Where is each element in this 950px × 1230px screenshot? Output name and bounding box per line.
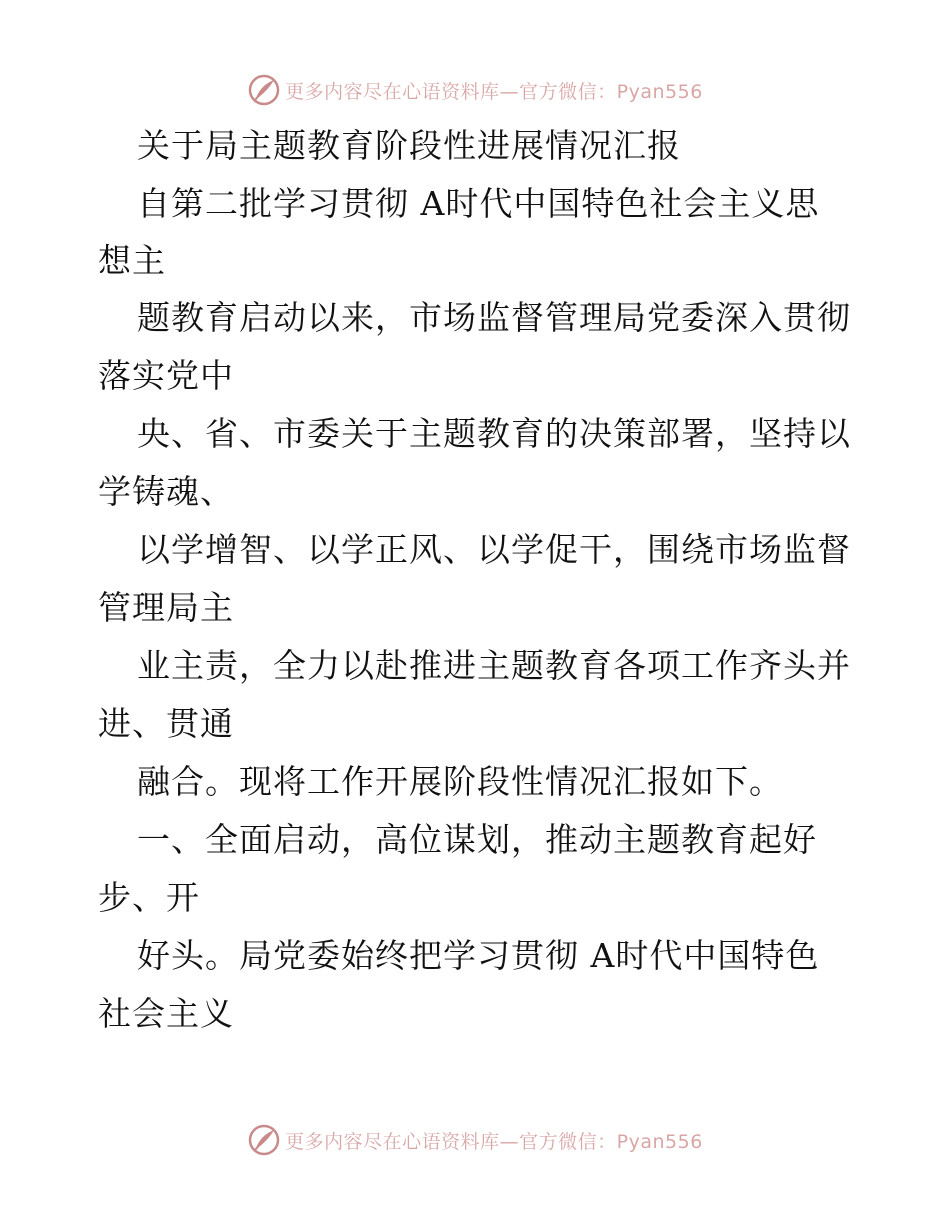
paragraph-line: 题教育启动以来，市场监督管理局党委深入贯彻 [137,298,851,337]
watermark-label: 更多内容尽在心语资料库—官方微信： [285,80,617,103]
footer-watermark [0,1120,950,1160]
paragraph-line: 想主 [98,241,166,280]
doc-title: 关于局主题教育阶段性进展情况汇报 [137,126,681,165]
watermark-label: 更多内容尽在心语资料库—官方微信： [285,1130,617,1153]
watermark-text [285,1127,703,1154]
paragraph-line: 进、贯通 [98,704,234,743]
paragraph-line: 学铸魂、 [98,472,234,511]
watermark-text [285,77,703,104]
paragraph-line: 以学增智、以学正风、以学促干，围绕市场监督 [137,530,851,569]
paragraph-line: 央、省、市委关于主题教育的决策部署，坚持以 [137,414,851,453]
paragraph-line: 好头。局党委始终把学习贯彻 A时代中国特色 [137,936,820,975]
paragraph-line: 步、开 [98,878,200,917]
paragraph-line: 融合。现将工作开展阶段性情况汇报如下。 [137,762,783,801]
section-heading-line: 一、全面启动，高位谋划，推动主题教育起好 [137,820,817,859]
paragraph-line: 管理局主 [98,588,234,627]
paragraph-line: 社会主义 [98,994,234,1033]
quill-logo-icon [247,1123,281,1157]
watermark-wechat-id: Pyan556 [616,80,703,103]
quill-logo-icon [247,73,281,107]
header-watermark [0,70,950,110]
watermark-wechat-id: Pyan556 [616,1130,703,1153]
paragraph-line: 落实党中 [98,356,234,395]
paragraph-line: 业主责，全力以赴推进主题教育各项工作齐头并 [137,646,851,685]
paragraph-line: 自第二批学习贯彻 A时代中国特色社会主义思 [137,184,820,223]
